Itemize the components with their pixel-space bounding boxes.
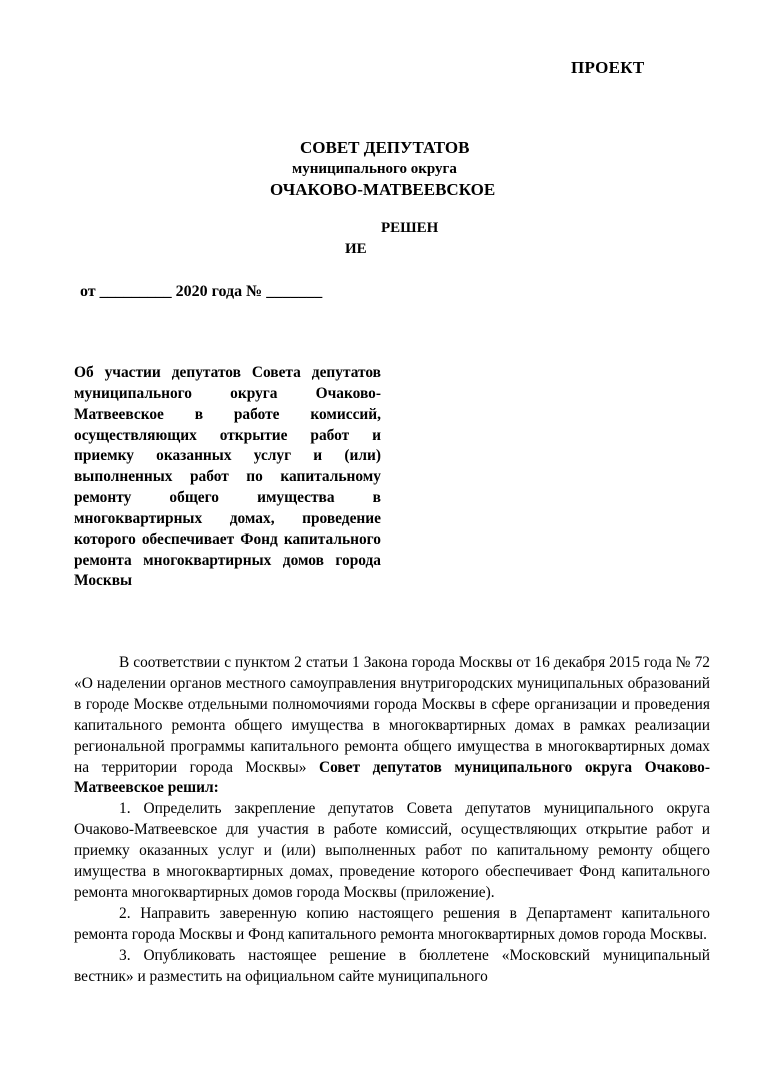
decision-subject: Об участии депутатов Совета депутатов муниципального округа Очаково-Матвеевское в работе комиссий, осуществляющих открытие работ и приемку оказанных услуг и (или) выполненных работ по капитальному ремонту общего имущества в многоквартирных домах, проведение которого обеспечивает Фонд капитального ремонта многоквартирных домов города Москвы (74, 364, 381, 590)
date-number-line: от _________ 2020 года № _______ (80, 283, 323, 300)
council-title: СОВЕТ ДЕПУТАТОВ (300, 138, 470, 157)
municipal-district-line: муниципального округа (292, 161, 457, 177)
item-1-paragraph: 1. Определить закрепление депутатов Совета депутатов муниципального округа Очаково-Матвеевское для участия в работе комиссий, осуществляющих открытие работ и приемку оказанных услуг и (или) выполненных работ по капитальному ремонту общего имущества в многоквартирных домах, проведение которого обеспечивает Фонд капитального ремонта многоквартирных домов города Москвы (приложение). (74, 800, 710, 901)
item-2-paragraph: 2. Направить заверенную копию настоящего решения в Департамент капитального ремонта города Москвы и Фонд капитального ремонта многоквартирных домов города Москвы. (74, 904, 710, 943)
district-name: ОЧАКОВО-МАТВЕЕВСКОЕ (270, 180, 496, 199)
item-3-paragraph: 3. Опубликовать настоящее решение в бюллетене «Московский муниципальный вестник» и разместить на официальном сайте муниципального (74, 946, 710, 985)
decision-body (74, 653, 710, 988)
intro-text: В соответствии с пунктом 2 статьи 1 Закона города Москвы от 16 декабря 2015 года № 72 «О наделении органов местного самоуправления внутригородских муниципальных образований в городе Москве отдельными полномочиями города Москвы в сфере организации и проведения капитального ремонта общего имущества в многоквартирных домах в рамках реализации региональной программы капитального ремонта общего имущества в многоквартирных домах на территории города Москвы» (74, 654, 710, 776)
intro-paragraph (74, 653, 710, 799)
draft-label: ПРОЕКТ (571, 58, 645, 77)
decision-heading-part2: ИЕ (345, 241, 367, 257)
resolved-clause: Совет депутатов муниципального округа Очаково-Матвеевское решил: (74, 758, 710, 797)
decision-heading-part1: РЕШЕН (381, 220, 439, 236)
